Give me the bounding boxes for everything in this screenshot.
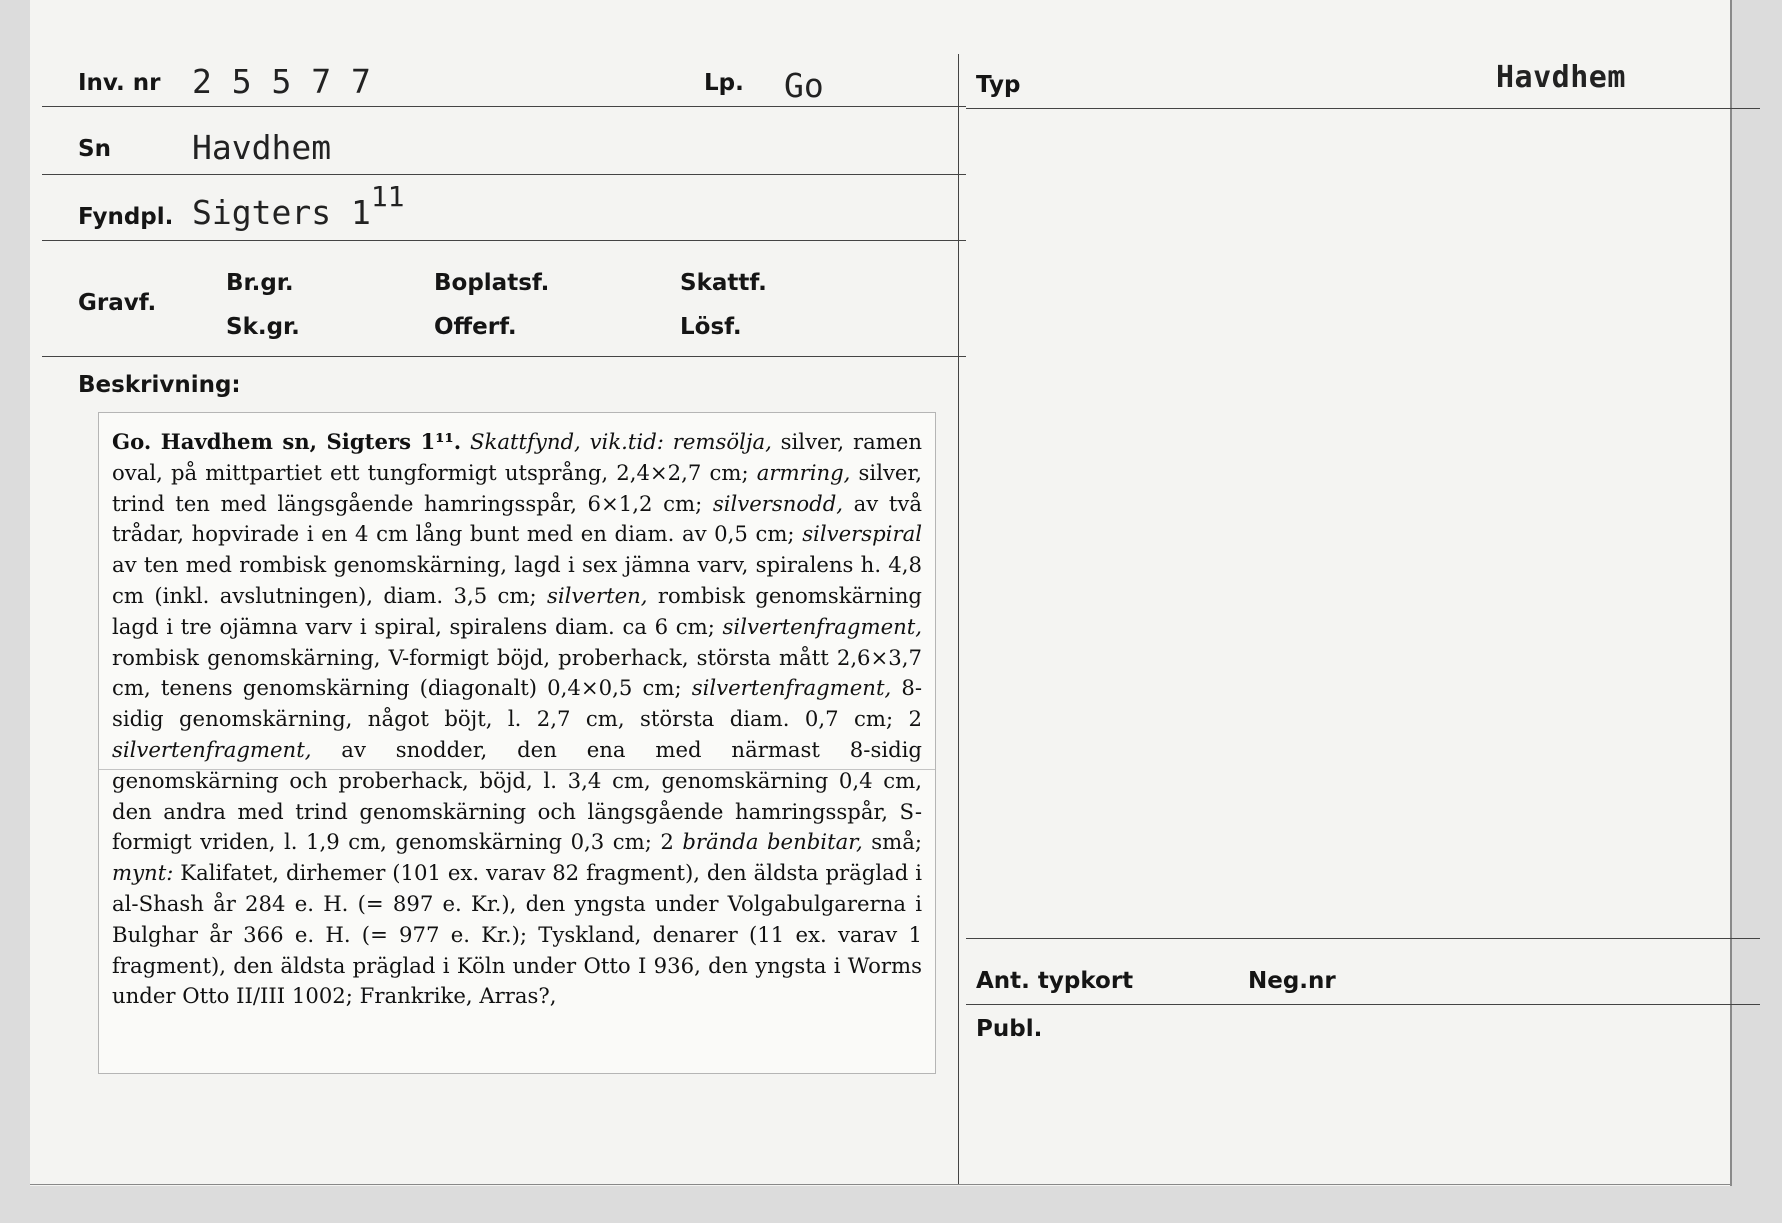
- negnr-label: Neg.nr: [1248, 968, 1336, 994]
- ant-typkort-label: Ant. typkort: [976, 968, 1134, 994]
- description-seg: silverspiral: [802, 521, 922, 547]
- description-seg: rombisk genomskärning lagd i tre ojämna varv i spiral, spiralens diam. ca 6 cm;: [112, 582, 922, 639]
- lp-value: Go: [784, 66, 824, 105]
- description-seg: brända benbitar,: [682, 829, 863, 855]
- divider-sn: [42, 174, 966, 175]
- fyndpl-label: Fyndpl.: [78, 204, 174, 230]
- description-seg: silvertenfragment,: [722, 613, 922, 639]
- offerf-label: Offerf.: [434, 314, 517, 340]
- description-seg: små;: [862, 829, 922, 855]
- boplatsf-label: Boplatsf.: [434, 270, 550, 296]
- lp-label: Lp.: [704, 70, 744, 96]
- description-seg: silverten,: [547, 582, 648, 608]
- typ-label: Typ: [976, 72, 1021, 98]
- typ-value: Havdhem: [1496, 60, 1626, 95]
- divider-inv: [42, 106, 966, 107]
- fyndpl-value: [192, 180, 405, 232]
- description-seg: silvertenfragment,: [112, 736, 312, 762]
- fyndpl-superscript: 11: [370, 180, 405, 213]
- description-seg: rombisk genomskärning, V-formigt böjd, proberhack, största mått 2,6×3,7 cm, tenens genomskärning (diagonalt) 0,4×0,5 cm;: [112, 644, 922, 701]
- gravf-label: Gravf.: [78, 290, 157, 316]
- description-seg: mynt:: [112, 860, 174, 886]
- beskrivning-label: Beskrivning:: [78, 372, 241, 398]
- description-seg: av ten med rombisk genomskärning, lagd i sex jämna varv, spiralens h. 4,8 cm (inkl. avslutningen), diam. 3,5 cm;: [112, 552, 922, 608]
- publ-label: Publ.: [976, 1016, 1043, 1042]
- skattf-label: Skattf.: [680, 270, 767, 296]
- description-seg: silversnodd,: [712, 490, 844, 516]
- inv-nr-value: 2 5 5 7 7: [192, 62, 371, 101]
- divider-gravf: [42, 356, 966, 357]
- description-slip: [98, 412, 936, 1074]
- description-seg: Skattfynd, vik.tid: remsölja,: [470, 429, 772, 454]
- description-seg: Kalifatet, dirhemer (101 ex. varav 82 fragment), den äldsta präglad i al-Shash år 284 e. H. (= 897 e. Kr.), den yngsta under Volgabulgarerna i Bulghar år 366 e. H. (= 977 e. Kr.); Tyskland, denarer (11 ex. varav 1 fragment), den äldsta präglad i Köln under Otto I 936, den yngsta i Worms under Otto II/III 1002; Frankrike, Arras?,: [112, 860, 922, 1009]
- description-seg: [461, 429, 470, 454]
- column-divider: [958, 54, 959, 1184]
- description-seg: av snodder, den ena med närmast 8-sidig genomskärning och proberhack, böjd, l. 3,4 cm, genomskärning 0,4 cm, den andra med trind genomskärning och längsgående hamringsspår, S-formigt vriden, l. 1,9 cm, genomskärning 0,3 cm; 2: [112, 736, 922, 855]
- description-seg: silver, ramen oval, på mittpartiet ett tungformigt utsprång, 2,4×2,7 cm;: [112, 429, 922, 485]
- description-text: [112, 427, 922, 1012]
- inv-nr-label: Inv. nr: [78, 70, 161, 96]
- divider-ant-bottom: [966, 1004, 1760, 1005]
- description-seg: av två trådar, hopvirade i en 4 cm lång bunt med en diam. av 0,5 cm;: [112, 490, 922, 547]
- brgr-label: Br.gr.: [226, 270, 294, 296]
- description-seg: 8-sidig genomskärning, något böjt, l. 2,7 cm, största diam. 0,7 cm; 2: [112, 675, 923, 732]
- divider-fyndpl: [42, 240, 966, 241]
- fyndpl-text: Sigters 1: [192, 193, 371, 232]
- description-seg: silvertenfragment,: [691, 675, 892, 701]
- divider-ant-top: [966, 938, 1760, 939]
- skgr-label: Sk.gr.: [226, 314, 300, 340]
- catalog-card: [30, 0, 1732, 1186]
- sn-value: Havdhem: [192, 128, 332, 167]
- card-bottom-line: [30, 1184, 1730, 1185]
- divider-typ: [966, 108, 1760, 109]
- sn-label: Sn: [78, 136, 111, 162]
- description-seg: armring,: [756, 459, 851, 485]
- description-seg: silver, trind ten med längsgående hamringsspår, 6×1,2 cm;: [112, 459, 923, 516]
- losf-label: Lösf.: [680, 314, 742, 340]
- description-lead: Go. Havdhem sn, Sigters 1¹¹.: [112, 429, 462, 454]
